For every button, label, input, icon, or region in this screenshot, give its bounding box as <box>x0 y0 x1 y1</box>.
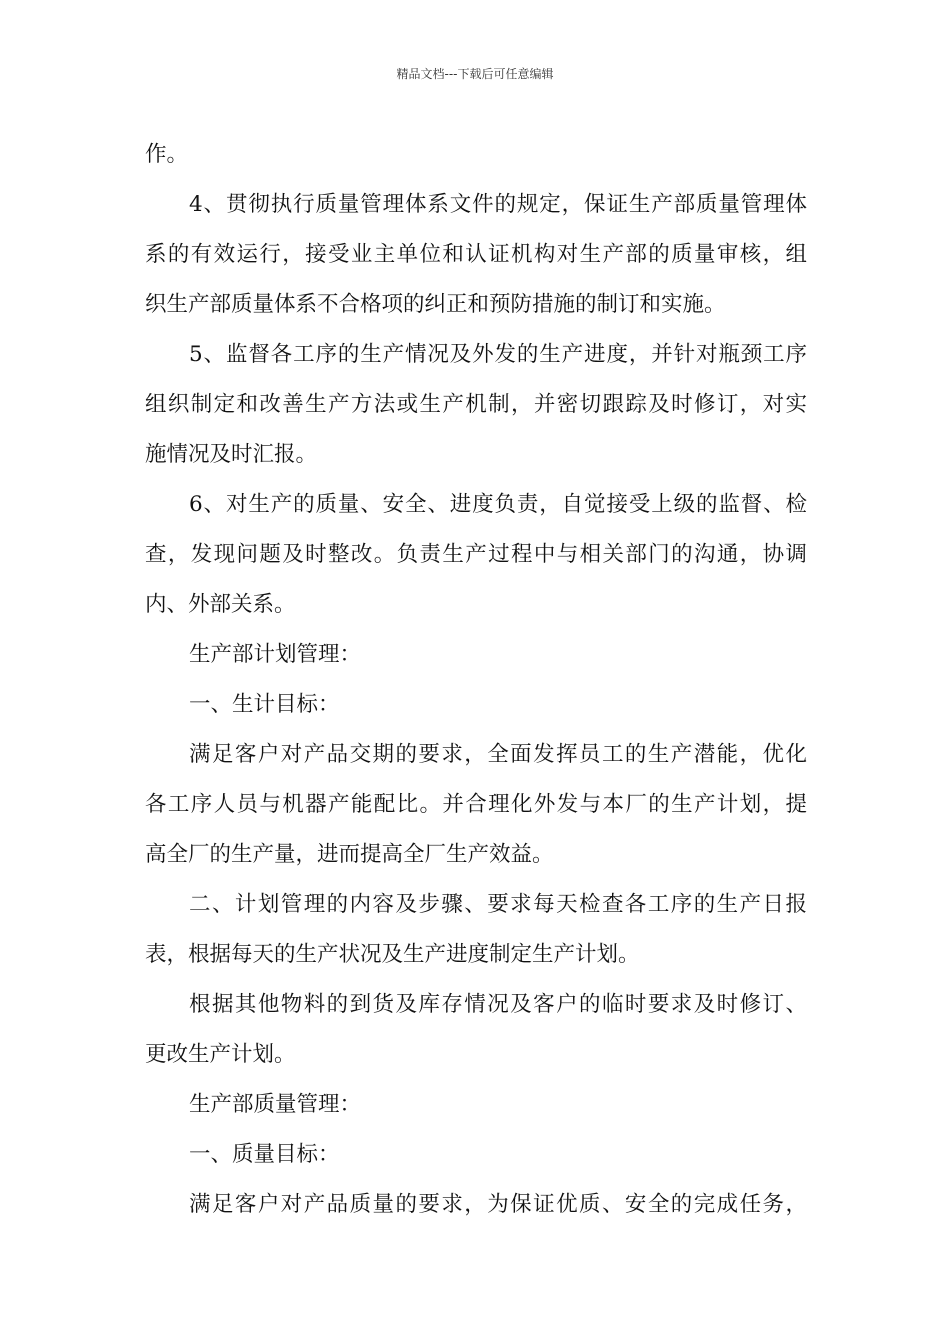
section-heading: 生产部质量管理： <box>189 1092 362 1117</box>
text-line: 查，发现问题及时整改。负责生产过程中与相关部门的沟通，协调 <box>145 542 807 567</box>
text-line: 各工序人员与机器产能配比。并合理化外发与本厂的生产计划，提 <box>145 792 807 817</box>
sub-heading: 一、质量目标： <box>189 1142 340 1167</box>
text-line: 作。 <box>145 142 189 167</box>
text-line: 组织制定和改善生产方法或生产机制，并密切跟踪及时修订，对实 <box>145 392 807 417</box>
text-line: 满足客户对产品交期的要求，全面发挥员工的生产潜能，优化 <box>189 742 807 767</box>
page-header: 精品文档---下载后可任意编辑 <box>396 67 554 81</box>
text-line: 内、外部关系。 <box>145 592 296 617</box>
text-line: 4、贯彻执行质量管理体系文件的规定，保证生产部质量管理体 <box>189 192 807 217</box>
text-line: 5、监督各工序的生产情况及外发的生产进度，并针对瓶颈工序 <box>189 342 807 367</box>
text-line: 二、计划管理的内容及步骤、要求每天检查各工序的生产日报 <box>189 892 807 917</box>
text-line: 根据其他物料的到货及库存情况及客户的临时要求及时修订、 <box>189 992 807 1017</box>
document-body <box>145 130 807 1230</box>
sub-heading: 一、生计目标： <box>189 692 340 717</box>
text-line: 6、对生产的质量、安全、进度负责，自觉接受上级的监督、检 <box>189 492 807 517</box>
text-line: 满足客户对产品质量的要求，为保证优质、安全的完成任务， <box>189 1192 807 1217</box>
text-line: 系的有效运行，接受业主单位和认证机构对生产部的质量审核，组 <box>145 242 807 267</box>
text-line: 表，根据每天的生产状况及生产进度制定生产计划。 <box>145 942 640 967</box>
text-line: 施情况及时汇报。 <box>145 442 318 467</box>
text-line: 高全厂的生产量，进而提高全厂生产效益。 <box>145 842 554 867</box>
section-heading: 生产部计划管理： <box>189 642 362 667</box>
text-line: 织生产部质量体系不合格项的纠正和预防措施的制订和实施。 <box>145 292 726 317</box>
text-line: 更改生产计划。 <box>145 1042 296 1067</box>
